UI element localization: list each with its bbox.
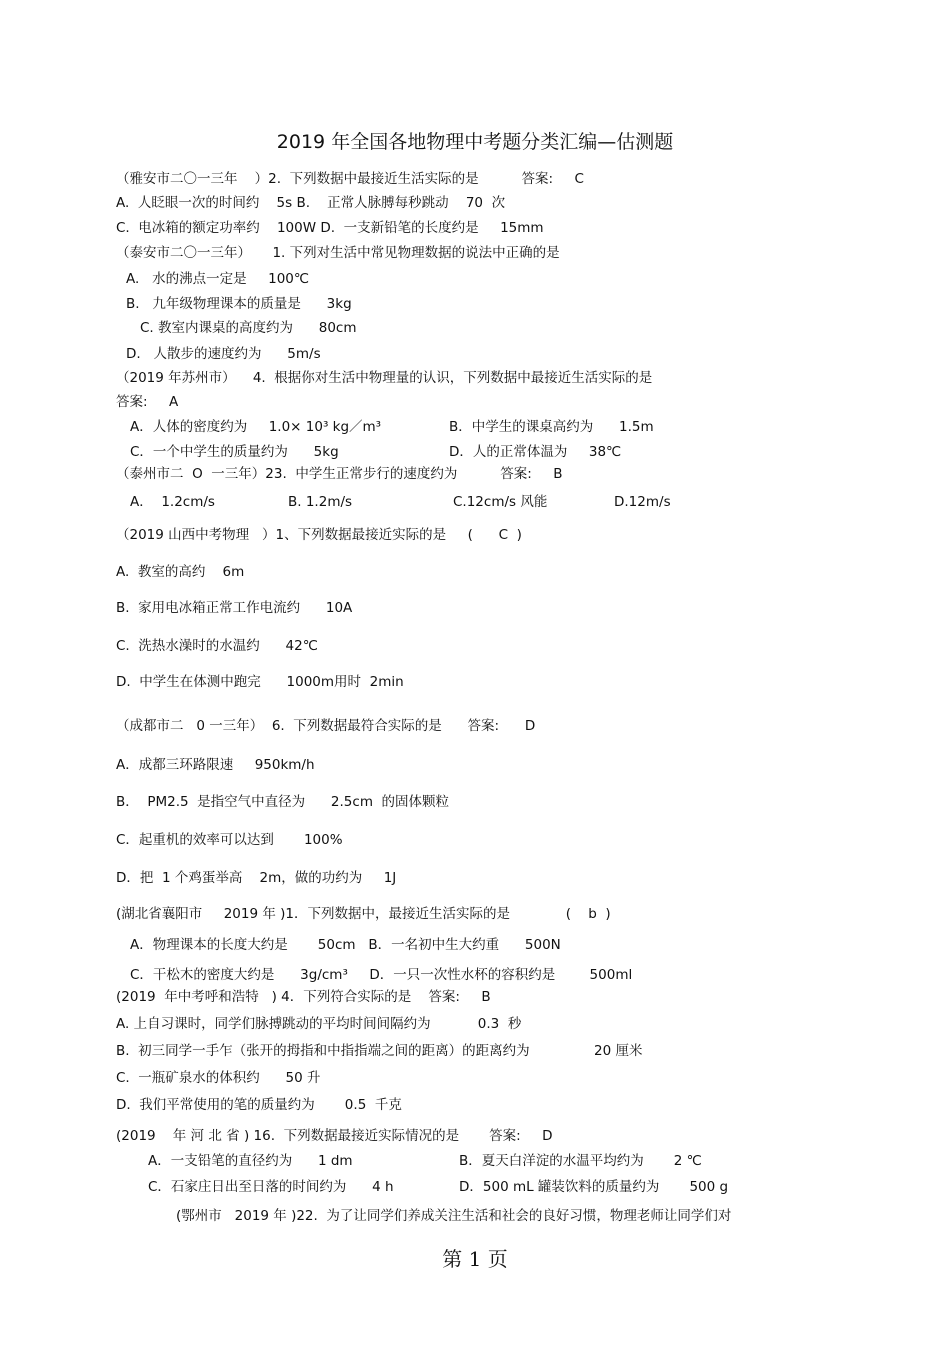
text-line: B． PM2.5 是指空气中直径为 2.5cm 的固体颗粒	[116, 794, 450, 810]
text-line: C．石家庄日出至日落的时间约为 4 h	[148, 1179, 394, 1195]
text-line: C.12cm/s 风能	[453, 494, 548, 510]
text-line: D．500 mL 罐装饮料的质量约为 500 g	[459, 1179, 729, 1195]
text-line: D．人的正常体温为 38℃	[449, 444, 622, 460]
text-line: B. 初三同学一手乍（张开的拇指和中指指端之间的距离）的距离约为 20 厘米	[116, 1043, 643, 1059]
text-line: （2019 山西中考物理 ）1、下列数据最接近实际的是 ( C )	[116, 527, 522, 543]
text-line: A．成都三环路限速 950km/h	[116, 757, 315, 773]
text-line: A．人体的密度约为 1.0× 10³ kg／m³	[130, 419, 382, 435]
text-line: C. 电冰箱的额定功率约 100W D. 一支新铅笔的长度约是 15mm	[116, 220, 544, 236]
text-line: C．一个中学生的质量约为 5kg	[130, 444, 339, 460]
text-line: C．起重机的效率可以达到 100%	[116, 832, 343, 848]
text-line: 答案: A	[116, 394, 179, 410]
text-line: B. 1.2m/s	[288, 494, 353, 510]
text-line: （泰安市二〇一三年） 1. 下列对生活中常见物理数据的说法中正确的是	[116, 245, 560, 261]
page-number: 第 1 页	[442, 1247, 508, 1271]
text-line: C. 教室内课桌的高度约为 80cm	[140, 320, 357, 336]
text-line: A. 教室的高约 6m	[116, 564, 245, 580]
text-line: A. 水的沸点一定是 100℃	[126, 271, 310, 287]
text-line: B．中学生的课桌高约为 1.5m	[449, 419, 654, 435]
text-line: （雅安市二〇一三年 ）2. 下列数据中最接近生活实际的是 答案: C	[116, 171, 584, 187]
text-line: D. 我们平常使用的笔的质量约为 0.5 千克	[116, 1097, 402, 1113]
text-line: (2019 年 河 北 省 ) 16. 下列数据最接近实际情况的是 答案: D	[116, 1128, 553, 1144]
text-line: (2019 年中考呼和浩特 ) 4．下列符合实际的是 答案: B	[116, 989, 491, 1005]
text-line: （泰州市二 O 一三年）23. 中学生正常步行的速度约为 答案: B	[116, 466, 563, 482]
text-line: A．一支铅笔的直径约为 1 dm	[148, 1153, 353, 1169]
document-title: 2019 年全国各地物理中考题分类汇编—估测题	[276, 131, 674, 153]
text-line: A. 人眨眼一次的时间约 5s B. 正常人脉膊每秒跳动 70 次	[116, 195, 506, 211]
text-line: (鄂州市 2019 年 )22. 为了让同学们养成关注生活和社会的良好习惯，物理老师让同学们对	[176, 1208, 732, 1224]
text-line: C. 洗热水澡时的水温约 42℃	[116, 638, 318, 654]
text-line: A. 上自习课时，同学们脉搏跳动的平均时间间隔约为 0.3 秒	[116, 1016, 522, 1032]
text-line: C. 一瓶矿泉水的体积约 50 升	[116, 1070, 321, 1086]
text-line: B．夏天白洋淀的水温平均约为 2 ℃	[459, 1153, 702, 1169]
text-line: B. 九年级物理课本的质量是 3kg	[126, 296, 352, 312]
text-line: D.12m/s	[614, 494, 671, 510]
text-line: (湖北省襄阳市 2019 年 )1．下列数据中，最接近生活实际的是 ( b )	[116, 906, 611, 922]
text-line: D. 人散步的速度约为 5m/s	[126, 346, 321, 362]
text-line: B. 家用电冰箱正常工作电流约 10A	[116, 600, 353, 616]
text-line: （成都市二 0 一三年） 6. 下列数据最符合实际的是 答案: D	[116, 718, 536, 734]
text-line: D．把 1 个鸡蛋举高 2m，做的功约为 1J	[116, 870, 397, 886]
text-line: C．干松木的密度大约是 3g/cm³ D．一只一次性水杯的容积约是 500ml	[130, 967, 633, 983]
text-line: A． 1.2cm/s	[130, 494, 215, 510]
text-line: A．物理课本的长度大约是 50cm B．一名初中生大约重 500N	[130, 937, 561, 953]
text-line: D. 中学生在体测中跑完 1000m用时 2min	[116, 674, 404, 690]
text-line: （2019 年苏州市） 4. 根据你对生活中物理量的认识，下列数据中最接近生活实际的是	[116, 370, 653, 386]
